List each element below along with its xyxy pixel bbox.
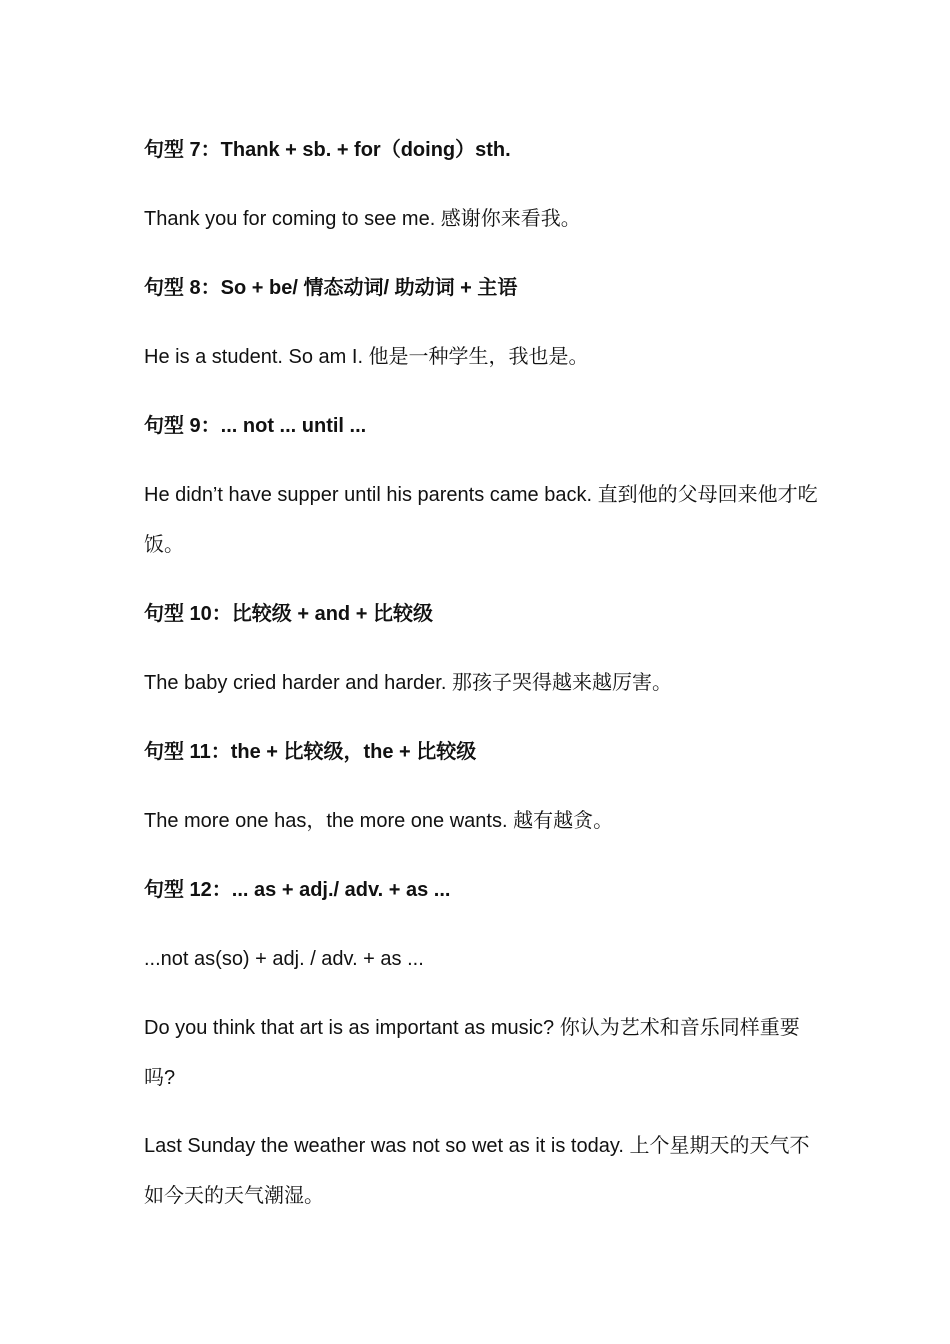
- pattern-7-example: Thank you for coming to see me. 感谢你来看我。: [144, 208, 581, 230]
- pattern-9-heading: 句型 9：... not ... until ...: [144, 415, 367, 437]
- pattern-10-heading: 句型 10：比较级 + and + 比较级: [144, 603, 433, 625]
- pattern-8-example: He is a student. So am I. 他是一种学生，我也是。: [144, 346, 589, 368]
- pattern-11-example: The more one has，the more one wants. 越有越贪。: [144, 810, 614, 832]
- pattern-8-heading: 句型 8：So + be/ 情态动词/ 助动词 + 主语: [144, 277, 518, 299]
- pattern-12-example-2: Last Sunday the weather was not so wet as it is today. 上个星期天的天气不如今天的天气潮湿。: [144, 1135, 810, 1207]
- pattern-10-example: The baby cried harder and harder. 那孩子哭得越来越厉害。: [144, 672, 672, 694]
- pattern-7-heading: 句型 7：Thank + sb. + for（doing）sth.: [144, 139, 511, 161]
- pattern-12-example-1: Do you think that art is as important as music? 你认为艺术和音乐同样重要吗?: [144, 1017, 800, 1089]
- pattern-12-form: ...not as(so) + adj. / adv. + as ...: [144, 948, 424, 970]
- pattern-9-example: He didn’t have supper until his parents came back. 直到他的父母回来他才吃饭。: [144, 484, 818, 556]
- pattern-12-heading: 句型 12：... as + adj./ adv. + as ...: [144, 879, 451, 901]
- pattern-11-heading: 句型 11：the + 比较级，the + 比较级: [144, 741, 477, 763]
